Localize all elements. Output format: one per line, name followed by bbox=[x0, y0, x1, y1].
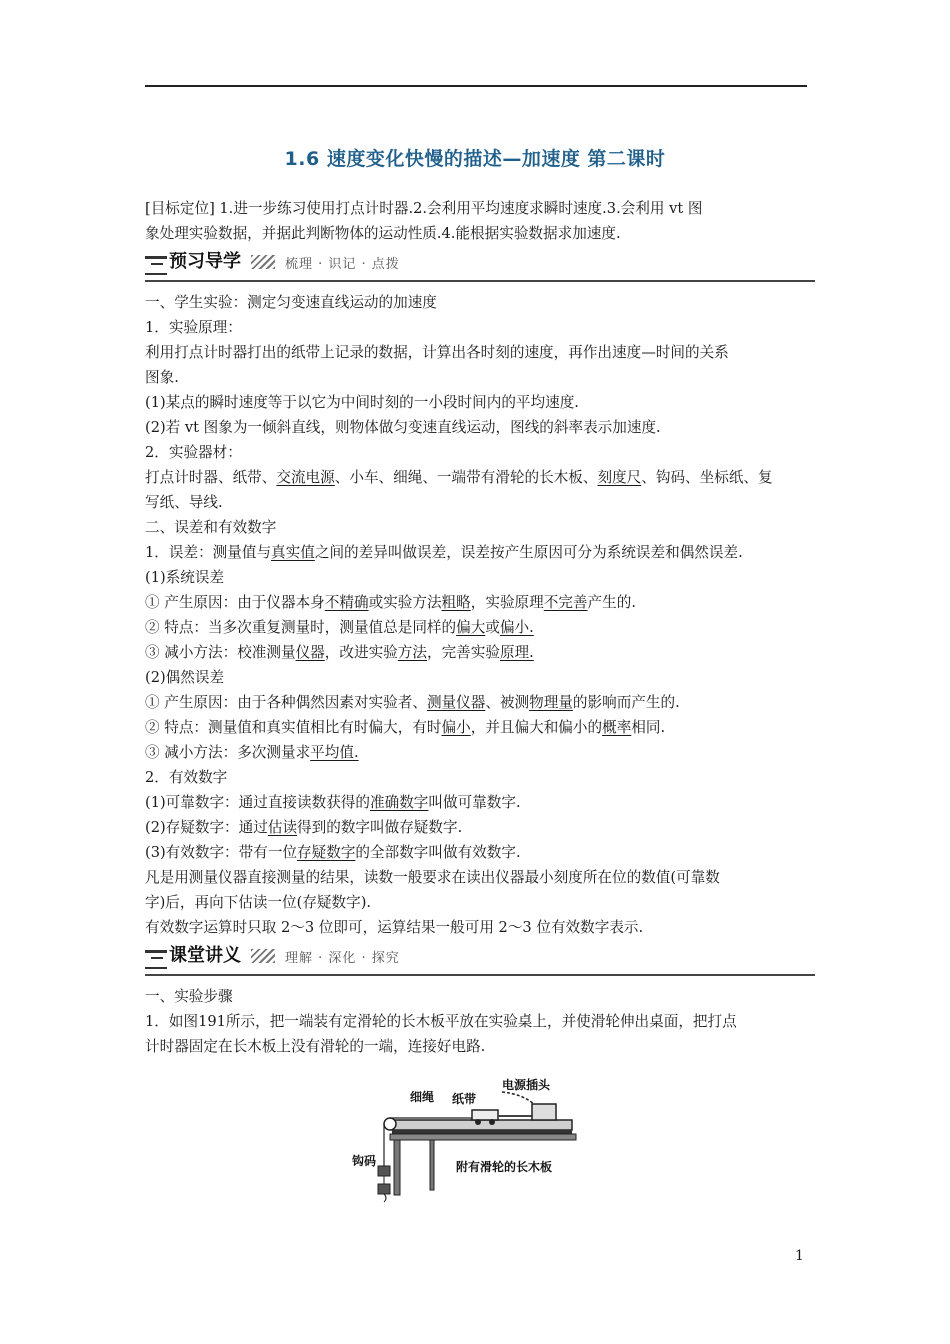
blank-answer: 准确数字 bbox=[370, 794, 429, 811]
section-header-lecture bbox=[145, 946, 815, 976]
paragraph: 利用打点计时器打出的纸带上记录的数据，计算出各时刻的速度，再作出速度—时间的关系 bbox=[145, 344, 729, 361]
blank-answer: 刻度尺 bbox=[597, 469, 642, 486]
subheading: (1)系统误差 bbox=[145, 569, 225, 586]
section-bar-icon bbox=[145, 950, 167, 969]
section-subtitle: 梳理 · 识记 · 点拨 bbox=[285, 257, 400, 272]
hook-weight bbox=[378, 1184, 390, 1194]
list-item: (2)存疑数字：通过估读得到的数字叫做存疑数字. bbox=[145, 819, 463, 836]
board-edge bbox=[392, 1130, 572, 1134]
label-tape: 纸带 bbox=[452, 1092, 477, 1106]
blank-answer: 偏大 bbox=[456, 619, 486, 636]
blank-answer: 不完善 bbox=[543, 594, 588, 611]
weight-hook bbox=[384, 1194, 386, 1202]
subheading: (2)偶然误差 bbox=[145, 669, 225, 686]
blank-answer: 原理. bbox=[499, 644, 534, 661]
label-weight: 钩码 bbox=[352, 1154, 377, 1168]
paragraph: 字)后，再向下估读一位(存疑数字). bbox=[145, 894, 372, 911]
table-top bbox=[390, 1134, 576, 1140]
hook-weight bbox=[378, 1166, 390, 1176]
blank-answer: 测量仪器 bbox=[426, 694, 486, 711]
paragraph: (1)某点的瞬时速度等于以它为中间时刻的一小段时间内的平均速度. bbox=[145, 394, 579, 411]
paragraph: 计时器固定在长木板上没有滑轮的一端，连接好电路. bbox=[145, 1038, 486, 1055]
error-definition: 1．误差：测量值与真实值之间的差异叫做误差，误差按产生原因可分为系统误差和偶然误差. bbox=[145, 544, 743, 561]
section-name: 课堂讲义 bbox=[169, 945, 241, 966]
list-item: ② 特点：当多次重复测量时，测量值总是同样的偏大或偏小. bbox=[145, 619, 534, 636]
paragraph: (2)若 vt 图象为一倾斜直线，则物体做匀变速直线运动，图线的斜率表示加速度. bbox=[145, 419, 661, 436]
page-number: 1 bbox=[795, 1248, 804, 1264]
blank-answer: 真实值 bbox=[271, 544, 315, 561]
heading: 一、学生实验：测定匀变速直线运动的加速度 bbox=[145, 294, 437, 311]
blank-answer: 方法 bbox=[397, 644, 427, 661]
label-rope: 细绳 bbox=[410, 1090, 435, 1104]
list-item: (1)可靠数字：通过直接读数获得的准确数字叫做可靠数字. bbox=[145, 794, 521, 811]
blank-answer: 物理量 bbox=[529, 694, 573, 711]
section-bar-icon bbox=[145, 256, 167, 275]
subheading: 2．实验器材： bbox=[145, 444, 242, 461]
list-item: ② 特点：测量值和真实值相比有时偏大，有时偏小，并且偏大和偏小的概率相同. bbox=[145, 719, 666, 736]
paragraph: 有效数字运算时只取 2～3 位即可，运算结果一般可用 2～3 位有效数字表示. bbox=[145, 919, 644, 936]
goals-line-2: 象处理实验数据，并据此判断物体的运动性质.4.能根据实验数据求加速度. bbox=[145, 225, 621, 242]
list-item: ③ 减小方法：多次测量求平均值. bbox=[145, 744, 359, 761]
section-name: 预习导学 bbox=[169, 251, 241, 272]
paragraph: 图象. bbox=[145, 369, 179, 386]
table-leg bbox=[394, 1140, 400, 1195]
blank-answer: 仪器 bbox=[295, 644, 325, 661]
list-item: ① 产生原因：由于各种偶然因素对实验者、测量仪器、被测物理量的影响而产生的. bbox=[145, 694, 680, 711]
subheading: 2．有效数字 bbox=[145, 769, 228, 786]
blank-answer: 概率 bbox=[602, 719, 632, 736]
table-leg bbox=[430, 1140, 434, 1190]
timer-device bbox=[532, 1104, 556, 1120]
goals-line-1: [目标定位] 1.进一步练习使用打点计时器.2.会利用平均速度求瞬时速度.3.会利用 vt 图 bbox=[145, 200, 703, 217]
cart bbox=[472, 1110, 498, 1120]
header-rule bbox=[145, 85, 807, 87]
paragraph: 凡是用测量仪器直接测量的结果，读数一般要求在读出仪器最小刻度所在位的数值(可靠数 bbox=[145, 869, 720, 886]
materials-line: 打点计时器、纸带、交流电源、小车、细绳、一端带有滑轮的长木板、刻度尺、钩码、坐标纸、复 bbox=[145, 469, 773, 486]
blank-answer: 估读 bbox=[267, 819, 298, 836]
cart-wheel bbox=[475, 1119, 481, 1125]
label-board: 附有滑轮的长木板 bbox=[456, 1160, 553, 1174]
blank-answer: 偏小 bbox=[441, 719, 471, 736]
section-hatch-icon bbox=[251, 949, 275, 963]
subheading: 1．实验原理： bbox=[145, 319, 242, 336]
list-item: ① 产生原因：由于仪器本身不精确或实验方法粗略，实验原理不完善产生的. bbox=[145, 594, 636, 611]
label-plug: 电源插头 bbox=[502, 1078, 551, 1092]
cart-wheel bbox=[489, 1119, 495, 1125]
page-title: 1.6 速度变化快慢的描述—加速度 第二课时 bbox=[284, 148, 666, 170]
main-content bbox=[145, 196, 815, 1059]
list-item: (3)有效数字：带有一位存疑数字的全部数字叫做有效数字. bbox=[145, 844, 521, 861]
paragraph: 写纸、导线. bbox=[145, 494, 223, 511]
heading: 二、误差和有效数字 bbox=[145, 519, 277, 536]
blank-answer: 粗略 bbox=[441, 594, 471, 611]
heading: 一、实验步骤 bbox=[145, 988, 233, 1005]
blank-answer: 不精确 bbox=[324, 594, 369, 611]
paragraph: 1．如图191所示，把一端装有定滑轮的长木板平放在实验桌上，并使滑轮伸出桌面，把打点 bbox=[145, 1013, 737, 1030]
pulley-icon bbox=[384, 1118, 396, 1130]
section-subtitle: 理解 · 深化 · 探究 bbox=[285, 951, 400, 966]
section-hatch-icon bbox=[251, 255, 275, 269]
blank-answer: 平均值. bbox=[310, 744, 359, 761]
blank-answer: 交流电源 bbox=[276, 469, 335, 486]
power-cable bbox=[502, 1092, 534, 1104]
blank-answer: 存疑数字 bbox=[297, 844, 356, 861]
apparatus-figure bbox=[352, 1080, 578, 1210]
section-rule bbox=[145, 280, 815, 282]
blank-answer: 偏小. bbox=[499, 619, 534, 636]
long-board bbox=[392, 1120, 572, 1130]
list-item: ③ 减小方法：校准测量仪器，改进实验方法，完善实验原理. bbox=[145, 644, 534, 661]
section-rule bbox=[145, 974, 815, 976]
section-header-preview bbox=[145, 252, 815, 282]
